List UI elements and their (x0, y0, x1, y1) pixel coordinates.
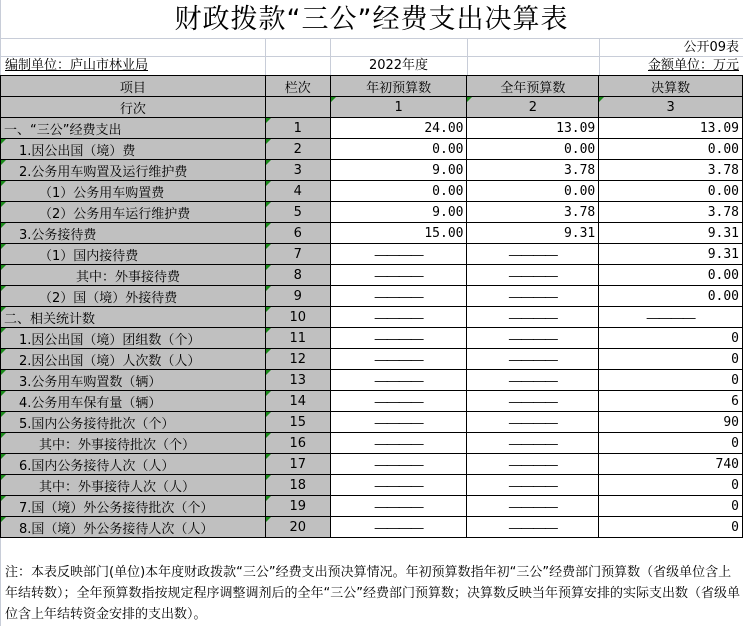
comment-marker-icon (1, 181, 6, 186)
fiscal-year: 2022年度 (368, 58, 429, 73)
initial-budget-cell: ———— (330, 328, 467, 349)
table-row (1, 181, 743, 202)
comment-marker-icon (266, 307, 271, 312)
item-cell: 2.公务用车购置及运行维护费 (1, 160, 266, 181)
comment-marker-icon (1, 139, 6, 144)
comment-marker-icon (266, 202, 271, 207)
final-account-cell: 9.31 (599, 244, 743, 265)
comment-marker-icon (1, 517, 6, 522)
final-account-cell: 0 (599, 328, 743, 349)
column-number-row (1, 97, 743, 118)
initial-budget-cell: ———— (330, 412, 467, 433)
gridline (0, 56, 743, 57)
table-row (1, 265, 743, 286)
item-cell: （1）公务用车购置费 (1, 181, 266, 202)
line-number-cell: 16 (265, 433, 330, 454)
row-label-blank (265, 97, 330, 118)
item-cell: 其中：外事接待费 (1, 265, 266, 286)
final-account-cell: 0.00 (599, 181, 743, 202)
comment-marker-icon (1, 496, 6, 501)
final-account-cell: 0.00 (599, 139, 743, 160)
final-account-cell: 3.78 (599, 202, 743, 223)
comment-marker-icon (266, 391, 271, 396)
header-annual-budget: 全年预算数 (467, 76, 599, 97)
comment-marker-icon (266, 328, 271, 333)
annual-budget-cell: ———— (467, 391, 599, 412)
initial-budget-cell: ———— (330, 349, 467, 370)
comment-marker-icon (266, 517, 271, 522)
line-number-cell: 7 (265, 244, 330, 265)
comment-marker-icon (1, 412, 6, 417)
initial-budget-cell: ———— (330, 475, 467, 496)
comment-marker-icon (266, 496, 271, 501)
amount-unit: 金额单位：万元 (647, 58, 739, 73)
item-cell: 其中：外事接待批次（个） (1, 433, 266, 454)
header-initial-budget: 年初预算数 (330, 76, 467, 97)
comment-marker-icon (1, 370, 6, 375)
annual-budget-cell: ———— (467, 307, 599, 328)
final-account-cell: 13.09 (599, 118, 743, 139)
comment-marker-icon (266, 475, 271, 480)
initial-budget-cell: 15.00 (330, 223, 467, 244)
comment-marker-icon (266, 139, 271, 144)
table-row (1, 118, 743, 139)
final-account-cell: 0.00 (599, 286, 743, 307)
table-row (1, 160, 743, 181)
final-account-cell: ———— (599, 307, 743, 328)
annual-budget-cell: 0.00 (467, 139, 599, 160)
item-cell: （2）国（境）外接待费 (1, 286, 266, 307)
comment-marker-icon (1, 454, 6, 459)
annual-budget-cell: ———— (467, 370, 599, 391)
table-row (1, 139, 743, 160)
line-number-cell: 1 (265, 118, 330, 139)
comment-marker-icon (1, 391, 6, 396)
item-cell: 5.国内公务接待批次（个） (1, 412, 266, 433)
comment-marker-icon (1, 433, 6, 438)
comment-marker-icon (266, 412, 271, 417)
initial-budget-cell: ———— (330, 454, 467, 475)
comment-marker-icon (266, 370, 271, 375)
item-cell: 1.因公出国（境）费 (1, 139, 266, 160)
item-cell: 3.公务接待费 (1, 223, 266, 244)
col-number-1: 1 (330, 97, 467, 118)
comment-marker-icon (266, 118, 271, 123)
table-row (1, 286, 743, 307)
table-row (1, 391, 743, 412)
final-account-cell: 0 (599, 517, 743, 538)
annual-budget-cell: 9.31 (467, 223, 599, 244)
item-cell: 一、“三公”经费支出 (1, 118, 266, 139)
row-label: 行次 (1, 97, 266, 118)
comment-marker-icon (1, 223, 6, 228)
final-account-cell: 0 (599, 496, 743, 517)
table-row (1, 433, 743, 454)
item-cell: 8.国（境）外公务接待人次（人） (1, 517, 266, 538)
annual-budget-cell: ———— (467, 433, 599, 454)
line-number-cell: 14 (265, 391, 330, 412)
header-row (1, 76, 743, 97)
annual-budget-cell: ———— (467, 244, 599, 265)
annual-budget-cell: ———— (467, 517, 599, 538)
table-row (1, 475, 743, 496)
final-account-cell: 6 (599, 391, 743, 412)
reporting-unit: 编制单位：庐山市林业局 (5, 58, 149, 73)
table-row (1, 307, 743, 328)
final-account-cell: 3.78 (599, 160, 743, 181)
annual-budget-cell: ———— (467, 349, 599, 370)
comment-marker-icon (1, 202, 6, 207)
comment-marker-icon (1, 475, 6, 480)
annual-budget-cell: ———— (467, 475, 599, 496)
table-row (1, 454, 743, 475)
initial-budget-cell: ———— (330, 391, 467, 412)
annual-budget-cell: 3.78 (467, 202, 599, 223)
annual-budget-cell: 0.00 (467, 181, 599, 202)
comment-marker-icon (331, 97, 336, 102)
item-cell: 6.国内公务接待人次（人） (1, 454, 266, 475)
comment-marker-icon (266, 223, 271, 228)
line-number-cell: 17 (265, 454, 330, 475)
line-number-cell: 9 (265, 286, 330, 307)
comment-marker-icon (1, 307, 6, 312)
initial-budget-cell: 0.00 (330, 181, 467, 202)
item-cell: 2.因公出国（境）人次数（人） (1, 349, 266, 370)
table-row (1, 349, 743, 370)
line-number-cell: 6 (265, 223, 330, 244)
final-account-cell: 0 (599, 433, 743, 454)
header-item: 项目 (1, 76, 266, 97)
comment-marker-icon (266, 181, 271, 186)
line-number-cell: 3 (265, 160, 330, 181)
initial-budget-cell: ———— (330, 265, 467, 286)
header-col: 栏次 (265, 76, 330, 97)
comment-marker-icon (266, 454, 271, 459)
line-number-cell: 18 (265, 475, 330, 496)
gridline (265, 38, 266, 75)
line-number-cell: 2 (265, 139, 330, 160)
initial-budget-cell: 9.00 (330, 202, 467, 223)
final-account-cell: 0 (599, 370, 743, 391)
item-cell: 二、相关统计数 (1, 307, 266, 328)
line-number-cell: 20 (265, 517, 330, 538)
annual-budget-cell: 3.78 (467, 160, 599, 181)
comment-marker-icon (266, 433, 271, 438)
comment-marker-icon (599, 97, 604, 102)
comment-marker-icon (1, 244, 6, 249)
annual-budget-cell: ———— (467, 286, 599, 307)
comment-marker-icon (1, 160, 6, 165)
comment-marker-icon (1, 265, 6, 270)
line-number-cell: 12 (265, 349, 330, 370)
line-number-cell: 10 (265, 307, 330, 328)
final-account-cell: 0 (599, 349, 743, 370)
item-cell: 1.因公出国（境）团组数（个） (1, 328, 266, 349)
table-row (1, 496, 743, 517)
line-number-cell: 15 (265, 412, 330, 433)
table-row (1, 202, 743, 223)
initial-budget-cell: ———— (330, 370, 467, 391)
line-number-cell: 19 (265, 496, 330, 517)
initial-budget-cell: ———— (330, 517, 467, 538)
initial-budget-cell: ———— (330, 496, 467, 517)
comment-marker-icon (467, 97, 472, 102)
gridline (599, 38, 600, 75)
initial-budget-cell: 0.00 (330, 139, 467, 160)
annual-budget-cell: ———— (467, 328, 599, 349)
line-number-cell: 11 (265, 328, 330, 349)
annual-budget-cell: ———— (467, 496, 599, 517)
page-title: 财政拨款“三公”经费支出决算表 (174, 4, 569, 35)
initial-budget-cell: ———— (330, 244, 467, 265)
final-account-cell: 0.00 (599, 265, 743, 286)
table-row (1, 412, 743, 433)
initial-budget-cell: 9.00 (330, 160, 467, 181)
annual-budget-cell: ———— (467, 265, 599, 286)
comment-marker-icon (266, 286, 271, 291)
initial-budget-cell: 24.00 (330, 118, 467, 139)
comment-marker-icon (266, 160, 271, 165)
comment-marker-icon (1, 349, 6, 354)
line-number-cell: 4 (265, 181, 330, 202)
table-row (1, 370, 743, 391)
annual-budget-cell: ———— (467, 412, 599, 433)
gridline (0, 38, 743, 39)
line-number-cell: 8 (265, 265, 330, 286)
col-number-2: 2 (467, 97, 599, 118)
table-row (1, 328, 743, 349)
table-row (1, 517, 743, 538)
col-number-3: 3 (599, 97, 743, 118)
initial-budget-cell: ———— (330, 286, 467, 307)
initial-budget-cell: ———— (330, 433, 467, 454)
footnote: 注：本表反映部门(单位)本年度财政拨款“三公”经费支出预决算情况。年初预算数指年初“三公”经费部门预算数（省级单位含上年结转数）；全年预算数指按规定程序调整调剂后的全年“三公”经费部门预算数；决算数反映当年预算安排的实际支出数（省级单位含上年结转资金安排的支出数）。 (5, 565, 740, 622)
item-cell: 其中：外事接待人次（人） (1, 475, 266, 496)
form-code: 公开09表 (683, 40, 739, 55)
final-account-cell: 0 (599, 475, 743, 496)
item-cell: 3.公务用车购置数（辆） (1, 370, 266, 391)
item-cell: 4.公务用车保有量（辆） (1, 391, 266, 412)
comment-marker-icon (1, 328, 6, 333)
comment-marker-icon (266, 349, 271, 354)
comment-marker-icon (266, 265, 271, 270)
annual-budget-cell: 13.09 (467, 118, 599, 139)
table-row (1, 223, 743, 244)
gridline (467, 38, 468, 75)
item-cell: 7.国（境）外公务接待批次（个） (1, 496, 266, 517)
table-row (1, 244, 743, 265)
line-number-cell: 5 (265, 202, 330, 223)
annual-budget-cell: ———— (467, 454, 599, 475)
item-cell: （2）公务用车运行维护费 (1, 202, 266, 223)
final-account-cell: 90 (599, 412, 743, 433)
final-account-cell: 740 (599, 454, 743, 475)
line-number-cell: 13 (265, 370, 330, 391)
initial-budget-cell: ———— (330, 307, 467, 328)
expenditure-table (0, 75, 743, 538)
comment-marker-icon (266, 244, 271, 249)
final-account-cell: 9.31 (599, 223, 743, 244)
item-cell: （1）国内接待费 (1, 244, 266, 265)
header-final-account: 决算数 (599, 76, 743, 97)
comment-marker-icon (1, 286, 6, 291)
